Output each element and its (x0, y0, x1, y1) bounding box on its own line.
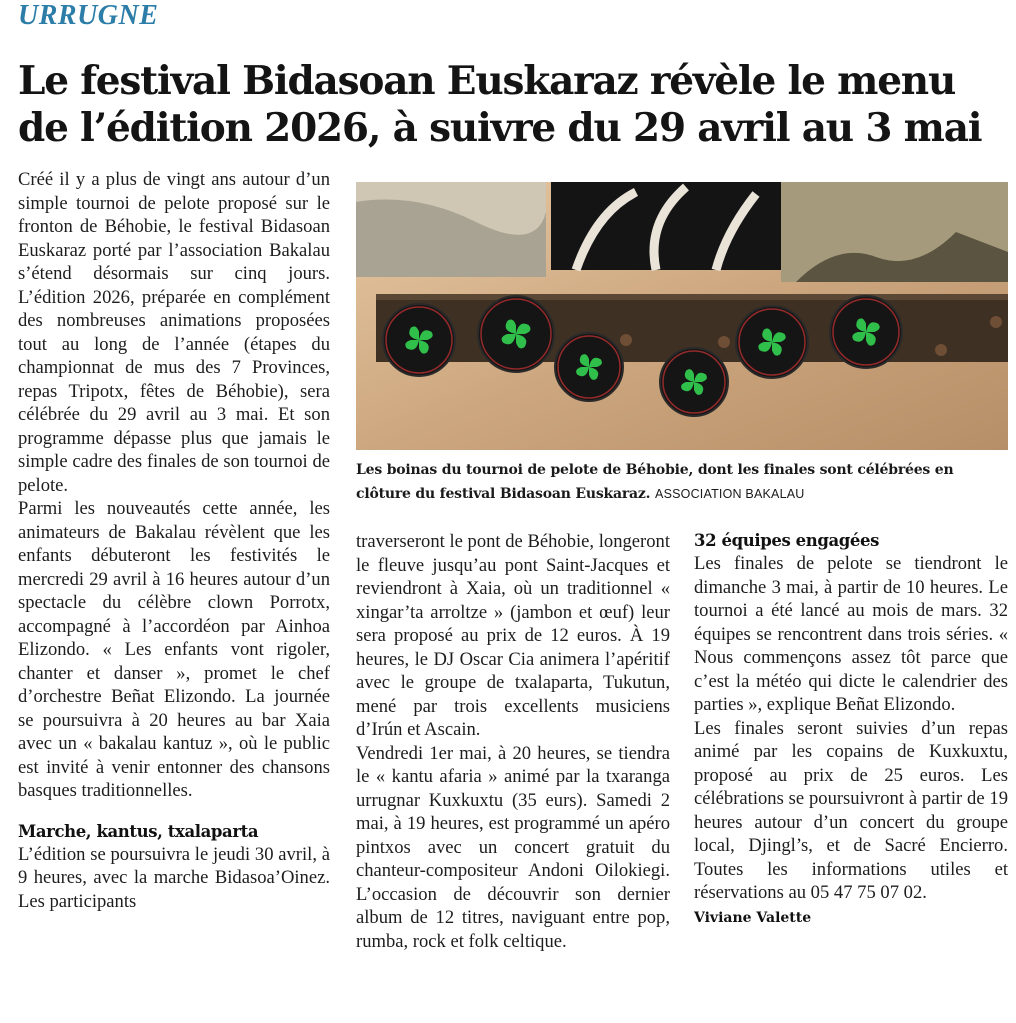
photo-caption (356, 458, 1008, 506)
beret-icon (830, 296, 902, 368)
article-column-1 (18, 168, 330, 913)
section-subhead: 32 équipes engagées (694, 531, 880, 550)
beret-icon (555, 333, 623, 401)
article-headline: Le festival Bidasoan Euskaraz révèle le menu de l’édition 2026, à suivre du 29 avril au 3 mai (18, 58, 982, 151)
berets-photo-illustration (356, 182, 1008, 450)
section-subhead: Marche, kantus, txalaparta (18, 821, 259, 841)
paragraph: L’édition se poursuivra le jeudi 30 avril, à 9 heures, avec la marche Bidasoa’Oinez. Les participants (18, 843, 330, 912)
caption-text: Les boinas du tournoi de pelote de Béhobie, dont les finales sont célébrées en clôture du festival Bidasoan Euskaraz. (356, 462, 954, 502)
beret-icon (660, 348, 728, 416)
paragraph: Créé il y a plus de vingt ans autour d’un simple tournoi de pelote proposé sur le fronton de Béhobie, le festival Bidasoan Euskaraz porté par l’association Bakalau s’étend désormais sur cinq jours. L’édition 2026, préparée en complément des nombreuses animations proposées tout au long de l’année (étapes du championnat de mus des 7 Provinces, repas Tripotx, fêtes de Béhobie), sera célébrée du 29 avril au 3 mai. Et son programme dépasse plus que jamais le simple cadre des finales de son tournoi de pelote. (18, 169, 330, 496)
article-column-2 (356, 530, 670, 953)
paragraph: traverseront le pont de Béhobie, longeront le fleuve jusqu’au pont Saint-Jacques et reviendront à Xaia, où un traditionnel « xingar’ta arroltze » (jambon et œuf) leur sera proposé au prix de 12 euros. À 19 heures, le DJ Oscar Cia animera l’apéritif avec le groupe de txalaparta, Tukutun, mené par trois excellents musiciens d’Irún et Ascain. (356, 531, 670, 740)
paragraph: Vendredi 1er mai, à 20 heures, se tiendra le « kantu afaria » animé par la txaranga urrugnar Kuxkuxtu (35 eurs). Samedi 2 mai, à 19 heures, est programmé un apéro pintxos avec un concert gratuit du chanteur-compositeur Andoni Oilokiegi. L’occasion de découvrir son dernier album de 12 titres, naviguant entre pop, rumba, rock et folk celtique. (356, 742, 670, 952)
beret-icon (383, 304, 455, 376)
paragraph: Les finales de pelote se tiendront le dimanche 3 mai, à partir de 10 heures. Le tournoi a été lancé au mois de mars. 32 équipes se rencontrent dans trois séries. « Nous commençons assez tôt parce que c’est la météo qui dicte le calendrier des parties », explique Beñat Elizondo. (694, 553, 1008, 715)
beret-icon (478, 296, 554, 372)
paragraph: Les finales seront suivies d’un repas animé par les copains de Kuxkuxtu, proposé au prix de 25 euros. Les célébrations se poursuivront à partir de 19 heures autour d’un concert du groupe local, Djingl’s, et de Sacré Encierro. Toutes les informations utiles et réservations au 05 47 75 07 02. (694, 717, 1008, 903)
paragraph: Parmi les nouveautés cette année, les animateurs de Bakalau révèlent que les enfants débuteront les festivités le mercredi 29 avril à 16 heures autour d’un spectacle du célèbre clown Porrotx, accompagné à l’accordéon par Ainhoa Elizondo. « Les enfants vont rigoler, chanter et danser », promet le chef d’orchestre Beñat Elizondo. La journée se poursuivra à 20 heures au bar Xaia avec un « bakalau kantuz », où le public est invité à venir entonner des chansons basques traditionnelles. (18, 498, 330, 801)
author-signature: Viviane Valette (694, 909, 812, 926)
article-column-3 (694, 530, 1008, 930)
photo-credit: ASSOCIATION BAKALAU (655, 487, 805, 501)
beret-icon (736, 306, 808, 378)
article-photo (356, 182, 1008, 450)
section-kicker: URRUGNE (18, 0, 159, 31)
